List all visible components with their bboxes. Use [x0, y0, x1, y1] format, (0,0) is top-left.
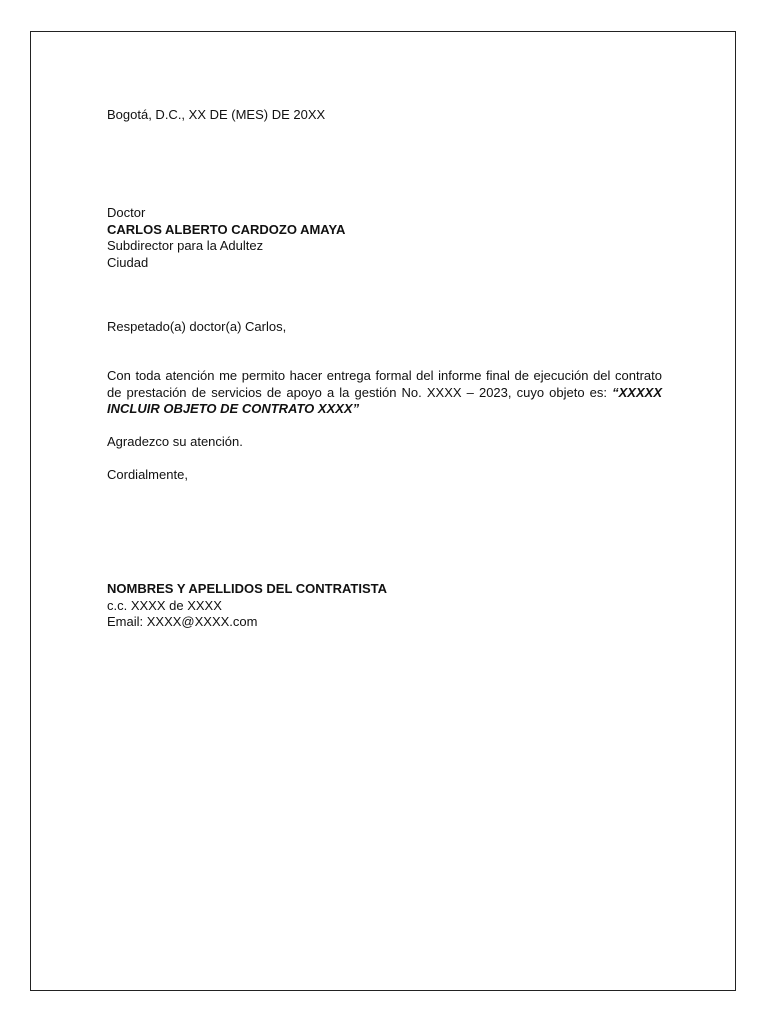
closing-line: Cordialmente,: [107, 467, 188, 482]
recipient-position: Subdirector para la Adultez: [107, 238, 264, 253]
letter-date-block: [107, 107, 662, 124]
date-line: Bogotá, D.C., XX DE (MES) DE 20XX: [107, 107, 326, 122]
signature-name: NOMBRES Y APELLIDOS DEL CONTRATISTA: [107, 581, 388, 596]
signature-email: Email: XXXX@XXXX.com: [107, 614, 258, 629]
thanks-line: Agradezco su atención.: [107, 434, 243, 449]
body-paragraph: [107, 368, 662, 418]
body-contract-object: “XXXXX INCLUIR OBJETO DE CONTRATO XXXX”: [107, 384, 662, 416]
recipient-block: [107, 205, 662, 271]
recipient-name: CARLOS ALBERTO CARDOZO AMAYA: [107, 221, 346, 237]
signature-id: c.c. XXXX de XXXX: [107, 597, 222, 613]
recipient-title: Doctor: [107, 205, 146, 220]
thanks-block: [107, 434, 662, 451]
recipient-city: Ciudad: [107, 254, 149, 270]
salutation-block: [107, 319, 662, 336]
closing-block: [107, 467, 662, 484]
salutation: Respetado(a) doctor(a) Carlos,: [107, 319, 287, 334]
body-text: Con toda atención me permito hacer entrega formal del informe final de ejecución del contrato de prestación de servicios de apoyo a la gestión No. XXXX – 2023, cuyo objeto es:: [107, 368, 662, 400]
signature-block: [107, 581, 662, 631]
letter-page: [30, 31, 736, 991]
